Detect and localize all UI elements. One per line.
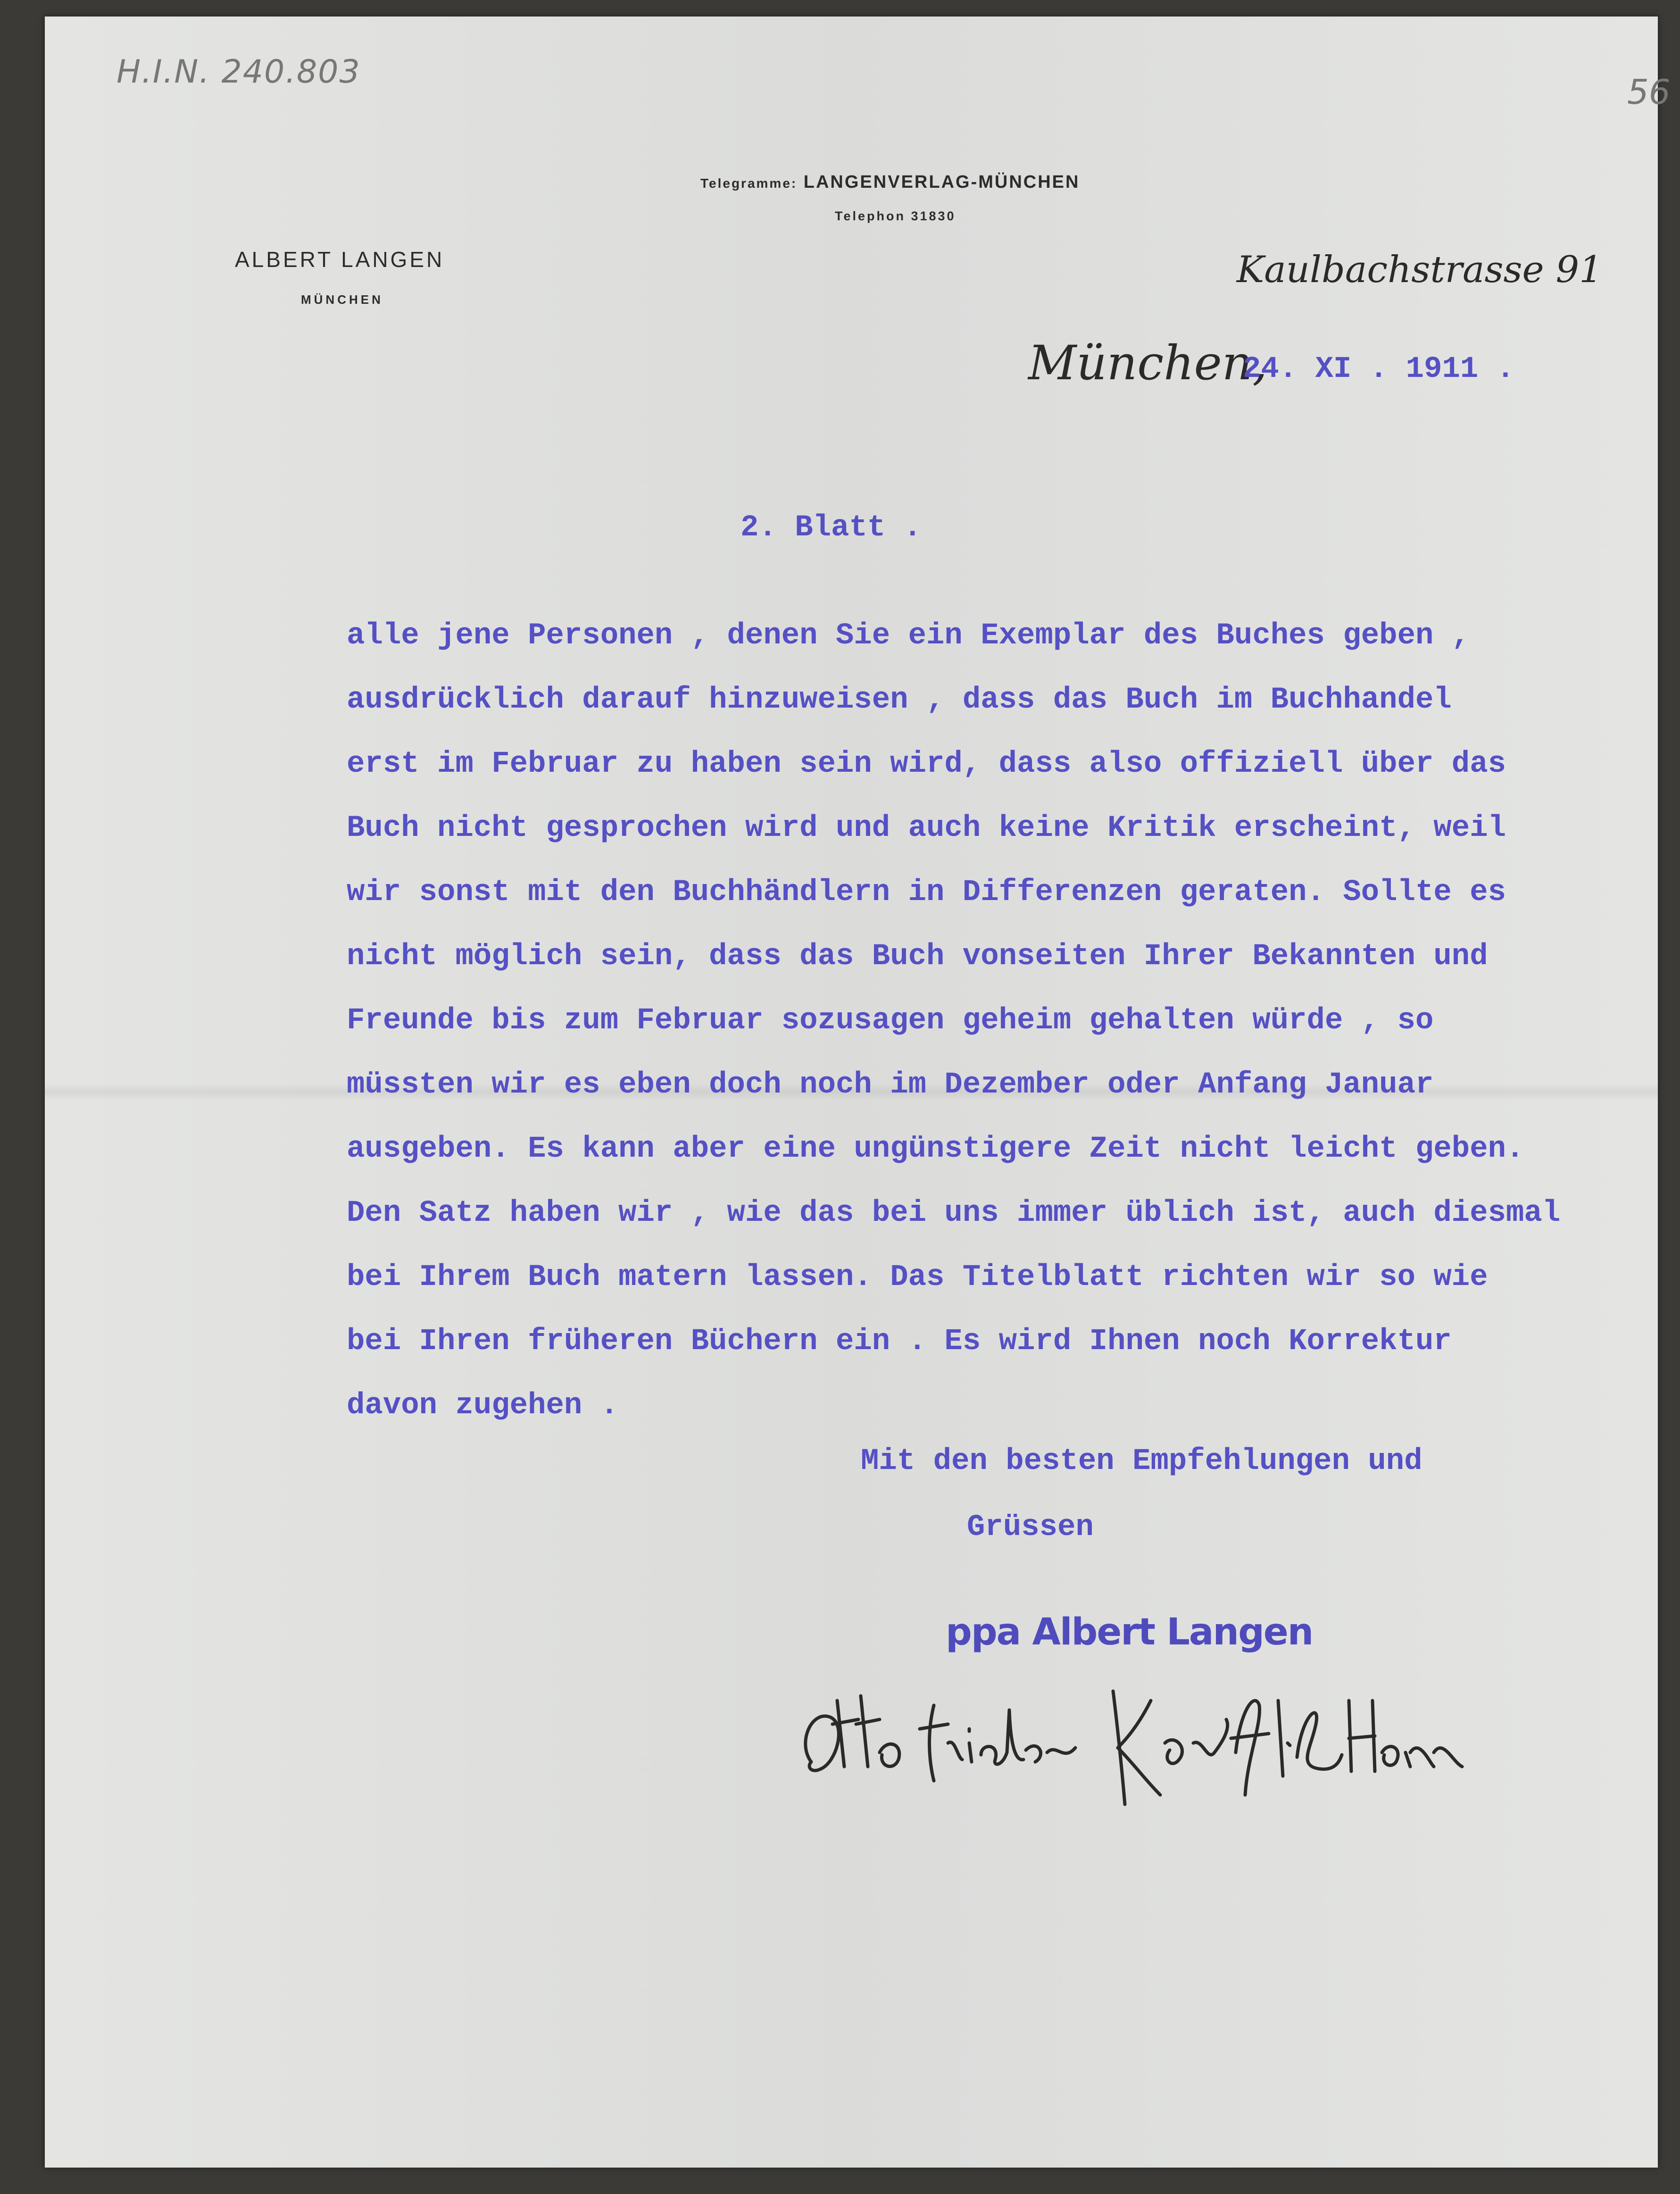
letterhead-telephone: Telephon 31830 [835,209,956,223]
sheet-number: 2. Blatt . [740,511,922,545]
body-line: ausgeben. Es kann aber eine ungünstigere Zeit nicht leicht geben. [347,1132,1524,1166]
body-line: müssten wir es eben doch noch im Dezember oder Anfang Januar [347,1068,1434,1102]
body-line: davon zugehen . [347,1389,619,1423]
body-line: Freunde bis zum Februar sozusagen geheim gehalten würde , so [347,1004,1434,1038]
letter-date: 24. XI . 1911 . [1243,352,1515,386]
folio-number: 56 [1627,72,1671,112]
letterhead-city: MÜNCHEN [301,292,383,307]
letterhead-telegram [700,172,1080,192]
archive-mark: H.I.N. 240.803 [116,53,361,91]
telegram-address: LANGENVERLAG-MÜNCHEN [803,172,1080,192]
letter-body [347,604,1560,1438]
body-line: Buch nicht gesprochen wird und auch keine Kritik erscheint, weil [347,811,1506,845]
letter-sheet [45,17,1671,2168]
body-line: ausdrücklich darauf hinzuweisen , dass das Buch im Buchhandel [347,683,1452,717]
letterhead-street: Kaulbachstrasse 91 [1237,249,1603,291]
letterhead-place: München, [1028,335,1267,391]
body-line: alle jene Personen , denen Sie ein Exemplar des Buches geben , [347,619,1470,653]
body-line: bei Ihrem Buch matern lassen. Das Titelblatt richten wir so wie [347,1260,1488,1294]
body-line: erst im Februar zu haben sein wird, dass also offiziell über das [347,747,1506,781]
letterhead-publisher: ALBERT LANGEN [235,247,445,272]
handwritten-signature [792,1672,1481,1823]
telegram-label: Telegramme: [700,176,798,191]
closing-line-1: Mit den besten Empfehlungen und [861,1444,1422,1478]
closing-line-2: Grüssen [967,1510,1094,1544]
body-line: wir sonst mit den Buchhändlern in Differenzen geraten. Sollte es [347,876,1506,909]
body-line: Den Satz haben wir , wie das bei uns immer üblich ist, auch diesmal [347,1196,1561,1230]
company-stamp: ppa Albert Langen [946,1611,1313,1653]
body-line: bei Ihren früheren Büchern ein . Es wird Ihnen noch Korrektur [347,1325,1452,1359]
body-line: nicht möglich sein, dass das Buch vonseiten Ihrer Bekannten und [347,940,1488,974]
